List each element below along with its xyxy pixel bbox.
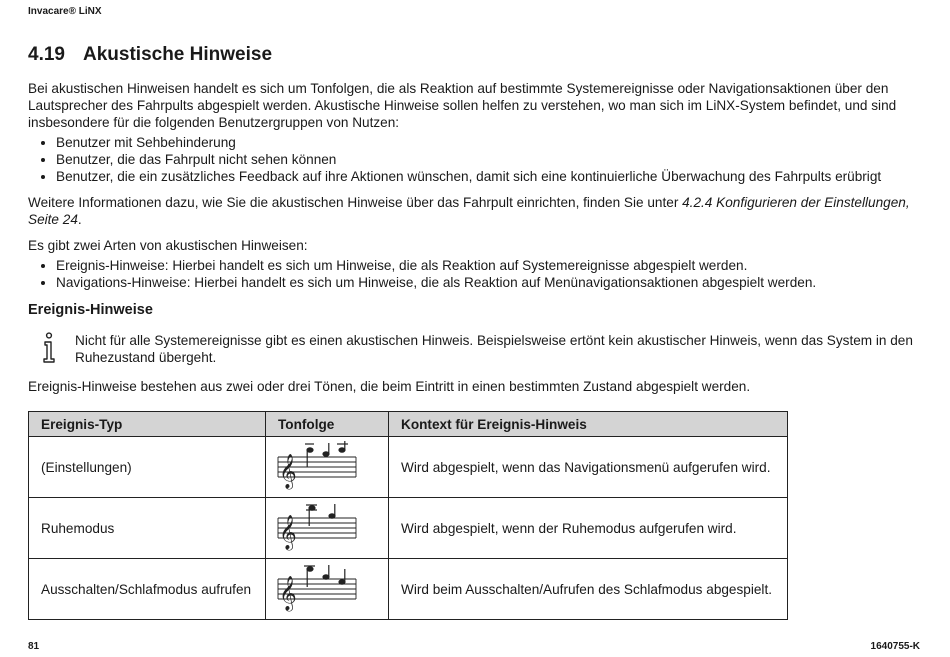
- music-staff-icon: [276, 441, 358, 493]
- more-info-end: .: [77, 212, 82, 227]
- context-cell: Wird abgespielt, wenn der Ruhemodus aufgerufen wird.: [389, 498, 788, 559]
- tone-sequence-cell: [266, 559, 389, 620]
- column-header: Tonfolge: [266, 412, 389, 437]
- event-type-cell: (Einstellungen): [29, 437, 266, 498]
- music-staff-icon: [276, 563, 358, 615]
- types-intro: Es gibt zwei Arten von akustischen Hinweisen:: [28, 238, 308, 253]
- events-intro: Ereignis-Hinweise bestehen aus zwei oder drei Tönen, die beim Eintritt in einen bestimmten Zustand abgespielt werden.: [28, 379, 751, 394]
- info-note: [28, 332, 920, 366]
- section-title-text: Akustische Hinweise: [83, 44, 273, 65]
- user-groups-list: [28, 134, 920, 185]
- event-table-wrapper: [28, 411, 788, 620]
- document-id: 1640755-K: [870, 641, 920, 652]
- list-item: • Benutzer, die ein zusätzliches Feedback auf ihre Aktionen wünschen, damit sich eine kontinuierliche Überwachung des Fahrpults erübrigt: [56, 168, 920, 185]
- page-number: 81: [28, 641, 40, 652]
- section-number: 4.19: [28, 44, 65, 65]
- svg-text:𝄞: 𝄞: [279, 454, 297, 489]
- column-header: Ereignis-Typ: [29, 412, 266, 437]
- table-row: [29, 559, 788, 620]
- list-item: • Navigations-Hinweise: Hierbei handelt es sich um Hinweise, die als Reaktion auf Menünavigationsaktionen abgespielt werden.: [56, 274, 920, 291]
- header-brand: Invacare® LiNX: [28, 6, 102, 17]
- table-row: [29, 498, 788, 559]
- svg-text:𝄞: 𝄞: [279, 515, 297, 550]
- tone-sequence-cell: [266, 437, 389, 498]
- context-cell: Wird beim Ausschalten/Aufrufen des Schlafmodus abgespielt.: [389, 559, 788, 620]
- subheading: Ereignis-Hinweise: [28, 302, 153, 318]
- music-staff-icon: [276, 502, 358, 554]
- list-item: • Benutzer, die das Fahrpult nicht sehen können: [56, 151, 920, 168]
- intro-paragraph: Bei akustischen Hinweisen handelt es sich um Tonfolgen, die als Reaktion auf bestimmte Systemereignisse oder Navigationsaktionen über den Lautsprecher des Fahrpults abgespielt werden. Akustische Hinweise sollen helfen zu verstehen, wo man sich im LiNX-System befindet, und sind insbesondere für die folgenden Benutzergruppen von Nutzen:: [28, 81, 897, 130]
- svg-text:𝄞: 𝄞: [279, 576, 297, 611]
- event-type-cell: Ausschalten/Schlafmodus aufrufen: [29, 559, 266, 620]
- column-header: Kontext für Ereignis-Hinweis: [389, 412, 788, 437]
- types-list: [28, 257, 920, 291]
- event-type-cell: Ruhemodus: [29, 498, 266, 559]
- event-table: [28, 411, 788, 620]
- cross-reference-link[interactable]: 4.2.4 Konfigurieren der Einstellungen, Seite 24: [28, 195, 910, 227]
- main-content: [28, 80, 920, 395]
- list-item: • Benutzer mit Sehbehinderung: [56, 134, 920, 151]
- table-row: [29, 437, 788, 498]
- note-text: Nicht für alle Systemereignisse gibt es einen akustischen Hinweis. Beispielsweise ertönt kein akustischer Hinweis, wenn das System in den Ruhezustand übergeht.: [75, 333, 913, 365]
- list-item: • Ereignis-Hinweise: Hierbei handelt es sich um Hinweise, die als Reaktion auf Systemereignisse abgespielt werden.: [56, 257, 920, 274]
- context-cell: Wird abgespielt, wenn das Navigationsmenü aufgerufen wird.: [389, 437, 788, 498]
- tone-sequence-cell: [266, 498, 389, 559]
- more-info-paragraph: [28, 194, 920, 228]
- table-header-row: [29, 412, 788, 437]
- more-info-text: Weitere Informationen dazu, wie Sie die akustischen Hinweise über das Fahrpult einrichten, finden Sie unter: [28, 195, 683, 210]
- section-title: [28, 44, 272, 66]
- info-icon: [40, 332, 58, 364]
